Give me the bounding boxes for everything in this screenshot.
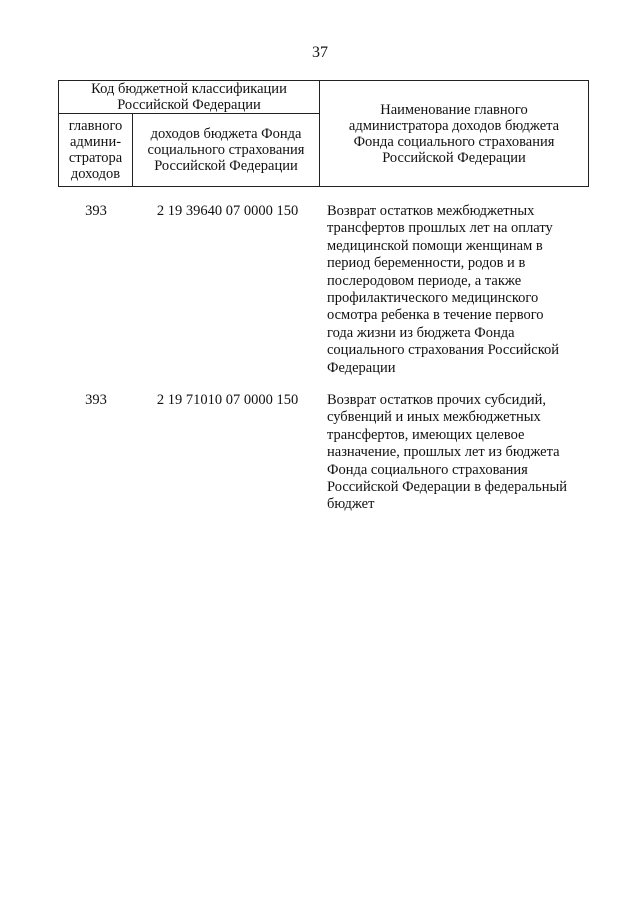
income-name [327,203,589,377]
header-admin-line: главного [68,118,123,134]
header-name-line: Наименование главного [380,101,528,118]
income-name-line: трансфертов, имеющих целевое [327,426,525,443]
income-name-line: период беременности, родов и в [327,255,526,272]
income-name-line: Фонда социального страхования [327,461,528,478]
admin-code: 393 [85,203,107,219]
income-code: 2 19 39640 07 0000 150 [156,203,299,219]
header-income-line: социального страхования [147,142,305,158]
header-admin-line: стратора [68,150,123,166]
income-name-line: социального страхования Российской [327,342,560,359]
header-group-title [59,81,320,114]
income-name-line: бюджет [327,496,375,513]
income-name-line: года жизни из бюджета Фонда [327,324,515,341]
page-number: 37 [312,44,328,61]
admin-code: 393 [85,392,107,408]
header-income-line: доходов бюджета Фонда [150,126,302,142]
income-name-line: осмотра ребенка в течение первого [327,307,544,324]
income-name-line: трансфертов прошлых лет на оплату [327,220,553,237]
header-income-line: Российской Федерации [154,158,298,174]
income-name-line: послеродовом периоде, а также [327,272,522,289]
header-name-line: Российской Федерации [382,149,526,166]
header-group-title-line: Код бюджетной классификации [91,81,287,97]
income-name-line: назначение, прошлых лет из бюджета [327,444,560,461]
header-admin-column [59,114,133,187]
income-name-line: профилактического медицинского [327,290,539,307]
income-name-line: Федерации [327,359,396,376]
header-group-title-line: Российской Федерации [117,97,261,113]
header-name-column [320,81,589,187]
header-income-column [133,114,320,187]
header-admin-line: доходов [70,166,121,182]
income-name [327,392,589,514]
income-name-line: субвенций и иных межбюджетных [327,409,541,426]
income-name-line: Возврат остатков прочих субсидий, [327,392,546,408]
header-name-line: администратора доходов бюджета [348,117,560,134]
header-admin-line: админи- [69,134,122,150]
table-header [58,80,589,187]
income-name-line: Российской Федерации в федеральный [327,479,568,496]
income-name-line: медицинской помощи женщинам в [327,237,543,254]
income-code: 2 19 71010 07 0000 150 [156,392,299,408]
header-name-line: Фонда социального страхования [353,133,555,150]
income-name-line: Возврат остатков межбюджетных [327,203,535,219]
